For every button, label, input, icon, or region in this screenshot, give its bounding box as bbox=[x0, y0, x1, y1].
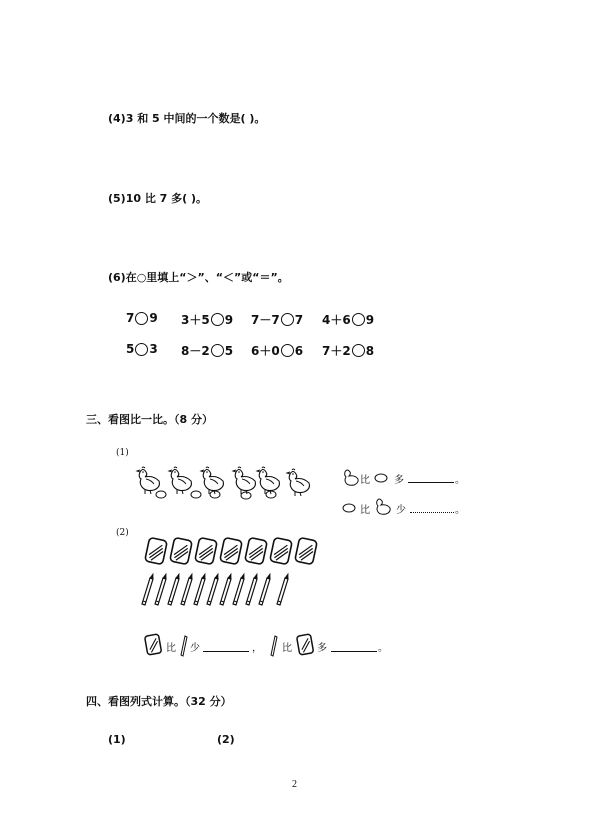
section-3-title: 三、看图比一比。（8 分） bbox=[86, 413, 213, 426]
period: 。 bbox=[378, 643, 388, 654]
section-4-part-1: (1) bbox=[108, 733, 126, 746]
hen-icon bbox=[233, 467, 255, 494]
compare-1-2 bbox=[181, 311, 233, 328]
pencil-icon bbox=[155, 574, 166, 605]
answer-circle[interactable] bbox=[352, 344, 365, 357]
compare-right: 9 bbox=[149, 311, 158, 325]
pencil-icon bbox=[277, 574, 288, 605]
compare-left: 7＋2 bbox=[322, 344, 351, 358]
page-number: 2 bbox=[292, 779, 297, 790]
chickens-and-eggs-picture bbox=[136, 462, 336, 502]
pencil-icon bbox=[142, 574, 153, 605]
pencil-boxes-picture bbox=[142, 536, 322, 566]
compare-right: 5 bbox=[224, 343, 234, 358]
compare-left: 7 bbox=[126, 311, 135, 325]
section-4-part-2: (2) bbox=[217, 733, 235, 746]
pencil-box-icon bbox=[270, 537, 293, 564]
compare-1-3 bbox=[251, 311, 303, 328]
compare-right: 8 bbox=[365, 343, 375, 358]
question-4: (4)3 和 5 中间的一个数是( )。 bbox=[108, 112, 266, 125]
pencil-icon bbox=[233, 574, 244, 605]
pencil-icon bbox=[194, 574, 205, 605]
pencil-icon bbox=[220, 574, 231, 605]
compare-left: 3＋5 bbox=[181, 313, 210, 327]
compare-left: 5 bbox=[126, 342, 135, 356]
egg-icon bbox=[342, 503, 356, 513]
egg-icon bbox=[241, 492, 251, 499]
egg-icon bbox=[191, 491, 201, 498]
hen-icon bbox=[374, 497, 392, 513]
pencil-box-icon bbox=[145, 537, 168, 564]
period: 。 bbox=[455, 505, 465, 516]
question-6: (6)在○里填上“＞”、“＜”或“＝”。 bbox=[108, 271, 289, 284]
hen-icon bbox=[201, 467, 223, 494]
compare-2-2 bbox=[181, 342, 233, 359]
answer-blank[interactable] bbox=[410, 512, 454, 513]
pencil-box-icon bbox=[245, 537, 268, 564]
compare-2-4 bbox=[322, 342, 374, 359]
compare-2-1 bbox=[126, 342, 158, 356]
compare-1-1 bbox=[126, 311, 158, 325]
answer-circle[interactable] bbox=[281, 344, 294, 357]
compare-left: 6＋0 bbox=[251, 344, 280, 358]
section-4-title: 四、看图列式计算。（32 分） bbox=[86, 695, 232, 708]
hen-icon bbox=[287, 469, 309, 496]
more-word: 多 bbox=[317, 643, 327, 654]
less-word: 少 bbox=[190, 643, 200, 654]
answer-blank[interactable] bbox=[408, 482, 454, 483]
pencil-icon bbox=[207, 574, 218, 605]
answer-circle[interactable] bbox=[211, 313, 224, 326]
compare-left: 8－2 bbox=[181, 344, 210, 358]
pencil-icon bbox=[181, 574, 192, 605]
pencil-box-icon bbox=[170, 537, 193, 564]
part-2-label: (2) bbox=[116, 528, 129, 538]
pencil-box-icon bbox=[295, 537, 318, 564]
answer-circle[interactable] bbox=[281, 313, 294, 326]
compare-right: 9 bbox=[365, 312, 375, 327]
compare-right: 9 bbox=[224, 312, 234, 327]
pencil-icon bbox=[168, 574, 179, 605]
pencil-icon bbox=[259, 574, 270, 605]
pencil-box-icon bbox=[144, 633, 164, 657]
period: 。 bbox=[455, 475, 465, 486]
pencil-icon bbox=[270, 634, 278, 656]
pencil-icon bbox=[180, 634, 188, 656]
egg-icon bbox=[156, 491, 166, 498]
egg-icon bbox=[374, 473, 388, 483]
comma: ， bbox=[252, 643, 262, 654]
compare-word: 比 bbox=[282, 643, 292, 654]
question-5: (5)10 比 7 多( )。 bbox=[108, 192, 208, 205]
more-word: 多 bbox=[394, 475, 404, 486]
compare-word: 比 bbox=[360, 505, 370, 516]
compare-word: 比 bbox=[360, 475, 370, 486]
hen-icon bbox=[169, 467, 191, 494]
compare-2-3 bbox=[251, 342, 303, 359]
answer-blank[interactable] bbox=[331, 651, 377, 652]
less-word: 少 bbox=[396, 505, 406, 516]
answer-circle[interactable] bbox=[211, 344, 224, 357]
pencil-box-icon bbox=[296, 633, 316, 657]
compare-1-4 bbox=[322, 311, 374, 328]
hen-icon bbox=[257, 467, 279, 494]
answer-circle[interactable] bbox=[352, 313, 365, 326]
answer-circle[interactable] bbox=[135, 343, 148, 356]
pencil-icon bbox=[246, 574, 257, 605]
pencils-picture bbox=[140, 574, 300, 608]
pencil-box-icon bbox=[220, 537, 243, 564]
answer-blank[interactable] bbox=[203, 651, 249, 652]
answer-circle[interactable] bbox=[135, 312, 148, 325]
compare-left: 4＋6 bbox=[322, 313, 351, 327]
compare-right: 3 bbox=[149, 342, 158, 356]
compare-left: 7－7 bbox=[251, 313, 280, 327]
hen-icon bbox=[137, 467, 159, 494]
pencil-box-icon bbox=[195, 537, 218, 564]
part-1-label: (1) bbox=[116, 448, 129, 458]
hen-icon bbox=[342, 468, 360, 484]
compare-word: 比 bbox=[166, 643, 176, 654]
compare-right: 6 bbox=[294, 343, 304, 358]
compare-right: 7 bbox=[294, 312, 304, 327]
